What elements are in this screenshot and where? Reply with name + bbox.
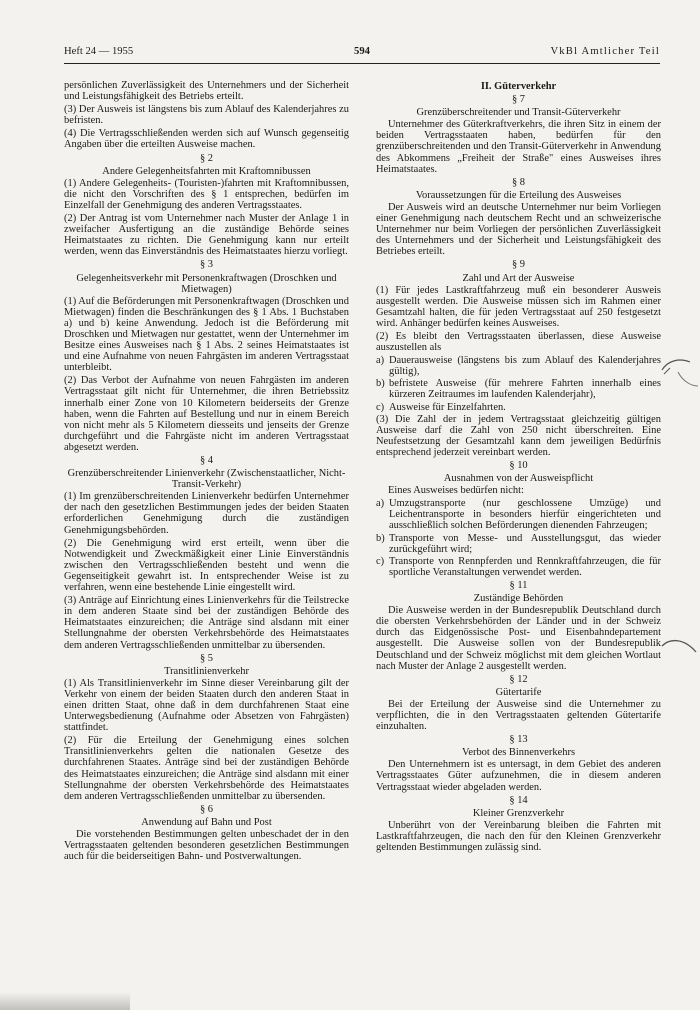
list-item [376, 402, 661, 413]
paragraph: Den Unternehmern ist es untersagt, in dem Gebiet des anderen Vertragsstaates Güter aufzunehmen, die in diesem anderen Vertragsstaat wieder abgeladen werden. [376, 759, 661, 793]
section-number: § 6 [199, 803, 214, 815]
section-number: § 4 [199, 455, 214, 466]
paragraph: (1) Im grenzüberschreitenden Linienverkehr bedürfen Unternehmer der nach den gesetzlichen Bestimmungen jedes der beiden Staaten erforderlichen Genehmigung durch die zuständigen Genehmigungsbehörden. [64, 491, 349, 536]
paragraph: Die Ausweise werden in der Bundesrepublik Deutschland durch die obersten Verkehrsbehörden der Länder und in der Schweiz durch das Eidgenössische Post- und Eisenbahndepartement ausgestellt. Die Ausweise sollen von der Bundesrepublik Deutschland und der Schweiz möglichst mit dem gleichen Wortlaut nach Muster der Anlage 2 ausgestellt werden. [376, 605, 661, 672]
section-number: § 12 [509, 673, 528, 685]
section-number: § 14 [509, 794, 528, 806]
section-number: § 9 [511, 259, 526, 271]
list-marker: b) [376, 532, 385, 544]
paragraph: (2) Das Verbot der Aufnahme von neuen Fahrgästen im anderen Vertragsstaat gilt nicht für Unternehmer, die ihren Betriebssitz innerhalb einer Zone von 10 Kilometern beiderseits der Grenze haben, wenn die Fahrten auf Bestellung und nur in einem Bereich von nicht mehr als 5 Kilometern diesseits und jenseits der Grenze durchgeführt und die Fahrgäste nicht im anderen Vertragsstaat abgesetzt werden. [64, 375, 349, 453]
section-number: § 5 [199, 652, 214, 664]
list-marker: c) [376, 401, 385, 413]
list-text: Transporte von Messe- und Ausstellungsgut, das wieder zurückgeführt wird; [389, 532, 661, 555]
paragraph: Eines Ausweises bedürfen nicht: [388, 485, 524, 497]
section-number: § 2 [199, 152, 214, 164]
list-text: Ausweise für Einzelfahrten. [389, 401, 506, 413]
paragraph: (2) Für die Erteilung der Genehmigung eines solchen Transitlinienverkehrs gelten die nationalen Gesetze des durchfahrenen Staates. Anträge sind bei der zuständigen Behörde des Heimatstaates einzureichen; die Anträge sind alsdann mit einer Stellungnahme der obersten Verkehrsbehörde des Heimatstaates dem anderen Vertragsschließenden unmittelbar zu übersenden. [64, 735, 349, 802]
list-item [376, 498, 661, 531]
left-column [64, 80, 349, 864]
list-marker: a) [376, 498, 385, 510]
publication-name: VkBl Amtlicher Teil [550, 46, 660, 57]
list-text: Umzugstransporte (nur geschlossene Umzüge) und Leichentransporte in besonders hierfür eingerichteten und ausschließlich solchen Beförderungen dienenden Fahrzeugen; [389, 498, 661, 532]
section-title: Gütertarife [495, 686, 542, 698]
section-title: Zahl und Art der Ausweise [462, 272, 575, 284]
page-header [64, 46, 660, 62]
section-title: Grenzüberschreitender und Transit-Güterverkehr [416, 107, 621, 119]
margin-pencil-mark [660, 636, 700, 660]
paragraph: persönlichen Zuverlässigkeit des Unternehmers und der Sicherheit und Leistungsfähigkeit des Betriebs erteilt. [64, 80, 349, 103]
list-text: Transporte von Rennpferden und Rennkraftfahrzeugen, die für sportliche Veranstaltungen verwendet werden. [389, 555, 661, 578]
section-title: Verbot des Binnenverkehrs [461, 747, 576, 759]
right-column [376, 80, 661, 855]
paragraph: (3) Die Zahl der in jedem Vertragsstaat gleichzeitig gültigen Ausweise darf die Zahl von 250 nicht überschreiten. Eine Neufestsetzung der Gesamtzahl kann dem jeweiligen Bedürfnis entsprechend jederzeit vereinbart werden. [376, 413, 661, 458]
section-number: § 3 [199, 259, 214, 271]
section-number: § 13 [509, 734, 528, 746]
section-title: Kleiner Grenzverkehr [472, 807, 565, 819]
paragraph: (1) Auf die Beförderungen mit Personenkraftwagen (Droschken und Mietwagen) finden die Beschränkungen des § 1 Abs. 1 Buchstaben a) und b) keine Anwendung. Jedoch ist die Beförderung mit Droschken und Mietwagen nur gestattet, wenn der Unternehmer im Besitze eines Ausweises nach § 1 Abs. 2 seines Heimatstaates ist und eine Aufnahme von neuen Fahrgästen im anderen Vertragsstaat unterbleibt. [64, 295, 349, 374]
paragraph: (1) Andere Gelegenheits- (Touristen-)fahrten mit Kraftomnibussen, die nicht den Vorschriften des § 1 entsprechen, bedürfen im Einzelfall der Genehmigung des anderen Vertragsstaates. [64, 177, 349, 211]
page-number: 594 [354, 46, 370, 57]
section-number: § 8 [511, 176, 526, 188]
paragraph: (2) Es bleibt den Vertragsstaaten überlassen, diese Ausweise auszustellen als [376, 330, 661, 354]
list-text: befristete Ausweise (für mehrere Fahrten innerhalb eines kürzeren Zeitraumes im laufenden Kalenderjahr), [389, 378, 661, 401]
scan-edge-artifact [0, 992, 130, 1010]
paragraph: Die vorstehenden Bestimmungen gelten unbeschadet der in den Vertragsstaaten geltenden besonderen gesetzlichen Bestimmungen auch für die beiderseitigen Bahn- und Postverwaltungen. [64, 829, 349, 863]
paragraph: Der Ausweis wird an deutsche Unternehmer nur beim Vorliegen einer Genehmigung nach deutschem Recht und an schweizerische Unternehmer nur beim Vorliegen der persönlichen Zuverlässigkeit des Unternehmers und der Sicherheit und Leistungsfähigkeit des Betriebes erteilt. [376, 201, 661, 258]
list-item [376, 533, 661, 555]
list-marker: c) [376, 555, 385, 567]
paragraph: (4) Die Vertragsschließenden werden sich auf Wunsch gegenseitig Angaben über die erteilten Ausweise machen. [64, 128, 349, 151]
paragraph: (2) Die Genehmigung wird erst erteilt, wenn über die Notwendigkeit und Zweckmäßigkeit einer Linie Einverständnis zwischen den Vertragsschließenden besteht und wenn die Gegenseitigkeit gewahrt ist. In entsprechender Weise ist zu verfahren, wenn eine bestehende Linie eingestellt wird. [64, 537, 349, 594]
issue-label: Heft 24 — 1955 [64, 46, 134, 57]
section-title: Anwendung auf Bahn und Post [141, 816, 272, 828]
paragraph: Unberührt von der Vereinbarung bleiben die Fahrten mit Lastkraftfahrzeugen, die nach den für den Kleinen Grenzverkehr geltenden Bestimmungen zulässig sind. [376, 819, 661, 853]
paragraph: Bei der Erteilung der Ausweise sind die Unternehmer zu verpflichten, die in den Vertragsstaaten geltenden Gütertarife einzuhalten. [376, 698, 661, 733]
section-number: § 11 [509, 579, 528, 591]
section-title: Zuständige Behörden [473, 593, 564, 605]
section-title: Transitlinienverkehr [164, 665, 249, 677]
section-title: Voraussetzungen für die Erteilung des Ausweises [415, 189, 622, 201]
paragraph: (3) Der Ausweis ist längstens bis zum Ablauf des Kalenderjahres zu befristen. [64, 104, 349, 127]
list-marker: a) [376, 355, 385, 367]
list-marker: b) [376, 378, 385, 390]
margin-pencil-mark [660, 356, 700, 390]
paragraph: (3) Anträge auf Einrichtung eines Linienverkehrs für die Teilstrecke in dem anderen Staate sind bei der zuständigen Behörde des Heimatstaates einzureichen; die Anträge sind alsdann mit einer Stellungnahme der obersten Verkehrsbehörde des Heimatstaates dem anderen Vertragsschließenden unmittelbar zu übersenden. [64, 595, 349, 651]
list-item [376, 556, 661, 578]
list-text: Dauerausweise (längstens bis zum Ablauf des Kalenderjahres gültig), [389, 355, 661, 378]
paragraph: (1) Für jedes Lastkraftfahrzeug muß ein besonderer Ausweis ausgestellt werden. Die Ausweise müssen sich im Rahmen einer Gesamtzahl halten, die für jeden Vertragsstaat auf 250 festgesetzt wird. Anhänger bedürfen keines Ausweises. [376, 284, 661, 329]
paragraph: (2) Der Antrag ist vom Unternehmer nach Muster der Anlage 1 in zweifacher Ausfertigung an die zuständige Behörde seines Heimatstaates zu richten. Die Genehmigung kann nur erteilt werden, wenn das Einverständnis des Heimatstaates hierzu vorliegt. [64, 213, 349, 258]
section-number: § 7 [511, 94, 526, 106]
part-title: II. Güterverkehr [480, 81, 557, 92]
header-rule [64, 63, 660, 64]
list-item [376, 355, 661, 377]
paragraph: Unternehmer des Güterkraftverkehrs, die ihren Sitz in einem der beiden Vertragsstaaten haben, bedürfen für den grenzüberschreitenden und den Transit-Güterverkehr in Anwendung des Abkommens „Freiheit der Straße" eines Ausweises ihres Heimatstaates. [376, 119, 661, 175]
section-title: Andere Gelegenheitsfahrten mit Kraftomnibussen [102, 165, 311, 177]
section-title: Ausnahmen von der Ausweispflicht [443, 473, 594, 485]
section-number: § 10 [509, 460, 528, 471]
paragraph: (1) Als Transitlinienverkehr im Sinne dieser Vereinbarung gilt der Verkehr von einem der beiden Staaten durch den anderen Staat in einen dritten Staat, ohne daß in dem durchfahrenen Staat eine Unterwegsbedienung (Aufnahme oder Absetzen von Fahrgästen) stattfindet. [64, 677, 349, 734]
list-item [376, 378, 661, 400]
section-title: Grenzüberschreitender Linienverkehr (Zwischenstaatlicher, Nicht-Transit-Verkehr) [67, 468, 346, 491]
section-title: Gelegenheitsverkehr mit Personenkraftwagen (Droschken und Mietwagen) [76, 272, 337, 295]
